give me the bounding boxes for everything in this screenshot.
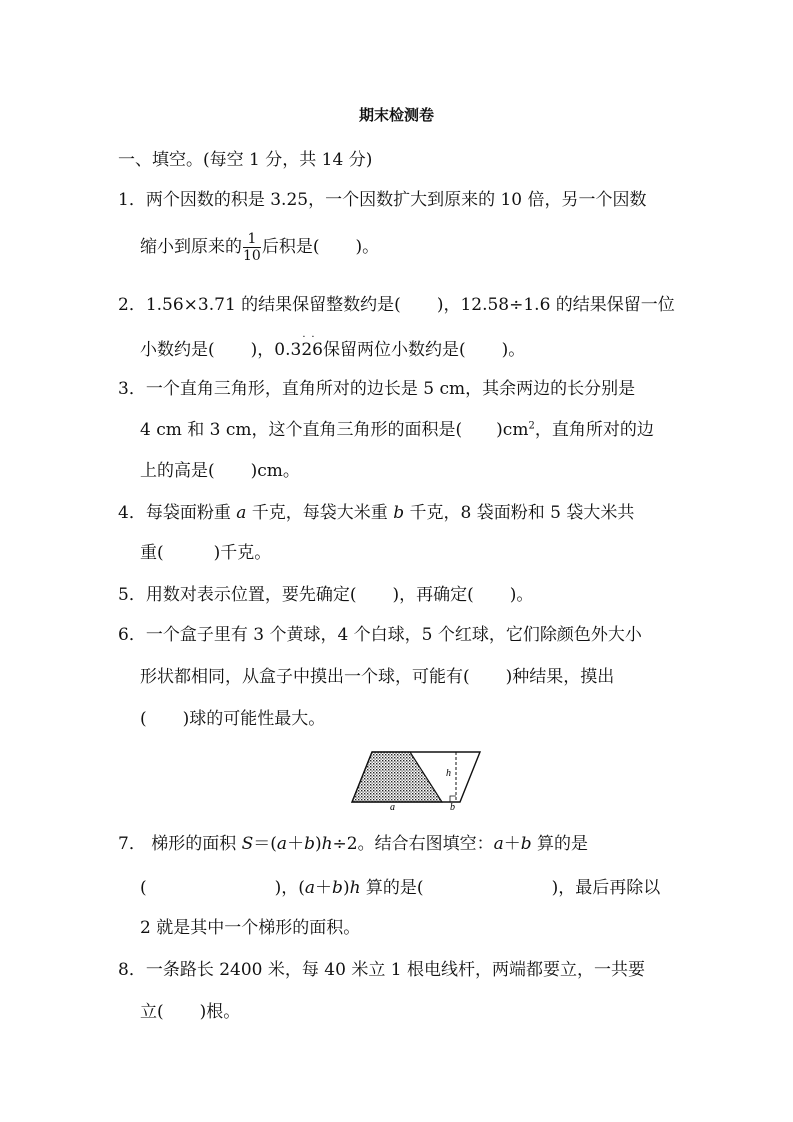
question-7-line-2 [140, 880, 660, 897]
question-7-text: ÷2。结合右图填空： [332, 834, 494, 854]
question-7-text: ＝( [253, 834, 277, 854]
variable-b: b [393, 503, 405, 523]
question-4-line-1 [118, 505, 634, 522]
question-2-text: )，0.3 [250, 340, 302, 360]
question-6-line-3 [140, 711, 325, 728]
question-6-text: 形状都相同，从盒子中摸出一个球，可能有( [140, 667, 470, 687]
variable-b: b [304, 834, 315, 854]
fraction-one-tenth [243, 232, 261, 263]
question-4-text: )千克。 [213, 543, 272, 563]
question-2-text: 保留两位小数约是( [322, 340, 466, 360]
question-2-text: 2．1.56×3.71 的结果保留整数约是( [118, 295, 401, 315]
variable-b: b [520, 834, 532, 854]
question-3-text: )cm。 [250, 461, 300, 481]
question-2-text: )，12.58÷1.6 的结果保留一位 [436, 295, 675, 315]
question-1-line-1: 1．两个因数的积是 3.25，一个因数扩大到原来的 10 倍，另一个因数 [118, 190, 647, 210]
fraction-numerator: 1 [243, 232, 261, 248]
question-3-text: 4 cm 和 3 cm，这个直角三角形的面积是( [140, 420, 463, 440]
question-6-line-1: 6．一个盒子里有 3 个黄球，4 个白球，5 个红球，它们除颜色外大小 [118, 625, 642, 645]
question-1-text: )。 [355, 237, 380, 257]
plus-sign: ＋ [315, 878, 333, 898]
question-5-line-1 [118, 587, 533, 604]
repeating-decimal: · · 26 [301, 332, 323, 360]
question-3-text: 上的高是( [140, 461, 215, 481]
page-title: 期末检测卷 [358, 106, 434, 124]
question-7-text: ) [342, 878, 350, 898]
question-4-text: 千克，每袋大米重 [246, 503, 394, 523]
question-6-line-2 [140, 669, 614, 686]
question-3-line-1: 3．一个直角三角形，直角所对的边长是 5 cm，其余两边的长分别是 [118, 379, 636, 399]
superscript: 2 [528, 420, 535, 432]
question-7-line-3: 2 就是其中一个梯形的面积。 [140, 918, 361, 938]
question-6-text: )球的可能性最大。 [182, 709, 326, 729]
variable-a: a [493, 834, 504, 854]
variable-a: a [276, 834, 288, 854]
question-5-text: )，再确定( [392, 585, 474, 605]
question-2-line-1 [118, 297, 675, 314]
question-2-line-2 [140, 332, 526, 360]
question-5-text: )。 [509, 585, 534, 605]
question-3-line-3 [140, 463, 300, 480]
fraction-denominator: 10 [243, 248, 261, 264]
question-3-line-2 [140, 422, 654, 439]
question-1-line-2 [140, 232, 379, 263]
question-6-text: ( [140, 709, 147, 729]
question-4-line-2 [140, 545, 271, 562]
plus-sign: ＋ [287, 834, 305, 854]
variable-b: b [332, 878, 343, 898]
question-8-line-1: 8．一条路长 2400 米，每 40 米立 1 根电线杆，两端都要立，一共要 [118, 960, 645, 980]
question-7-text: ( [140, 878, 147, 898]
parallelogram-figure [346, 748, 486, 810]
question-7-text: 算的是 [531, 834, 589, 854]
question-7-text: 算的是( [360, 878, 424, 898]
variable-a: a [304, 878, 316, 898]
question-7-text: 7． 梯形的面积 [118, 834, 242, 854]
question-4-text: 4．每袋面粉重 [118, 503, 237, 523]
question-3-text: )cm [496, 420, 529, 440]
question-4-text: 千克，8 袋面粉和 5 袋大米共 [404, 503, 635, 523]
shaded-trapezoid [352, 752, 442, 802]
question-7-line-1 [118, 836, 588, 853]
question-7-text: )，( [274, 878, 305, 898]
question-6-text: )种结果，摸出 [505, 667, 615, 687]
variable-h: h [321, 834, 333, 854]
label-h: h [446, 768, 451, 779]
question-8-line-2 [140, 1004, 240, 1021]
question-5-text: 5．用数对表示位置，要先确定( [118, 585, 357, 605]
variable-S: S [241, 834, 254, 854]
label-b: b [450, 802, 455, 810]
section-heading: 一、填空。(每空 1 分，共 14 分) [118, 150, 373, 170]
question-4-text: 重( [140, 543, 164, 563]
question-2-text: )。 [501, 340, 526, 360]
question-1-text: 后积是( [261, 237, 320, 257]
variable-h: h [349, 878, 361, 898]
label-a: a [390, 802, 395, 810]
plus-sign: ＋ [503, 834, 521, 854]
question-2-text: 小数约是( [140, 340, 215, 360]
question-7-text: ) [314, 834, 322, 854]
repeating-digits: 26 [301, 340, 323, 360]
variable-a: a [236, 503, 247, 523]
question-8-text: )根。 [199, 1002, 241, 1022]
question-1-text: 缩小到原来的 [140, 237, 242, 257]
question-3-text: ，直角所对的边 [534, 420, 654, 440]
question-8-text: 立( [140, 1002, 164, 1022]
question-7-text: )，最后再除以 [551, 878, 661, 898]
